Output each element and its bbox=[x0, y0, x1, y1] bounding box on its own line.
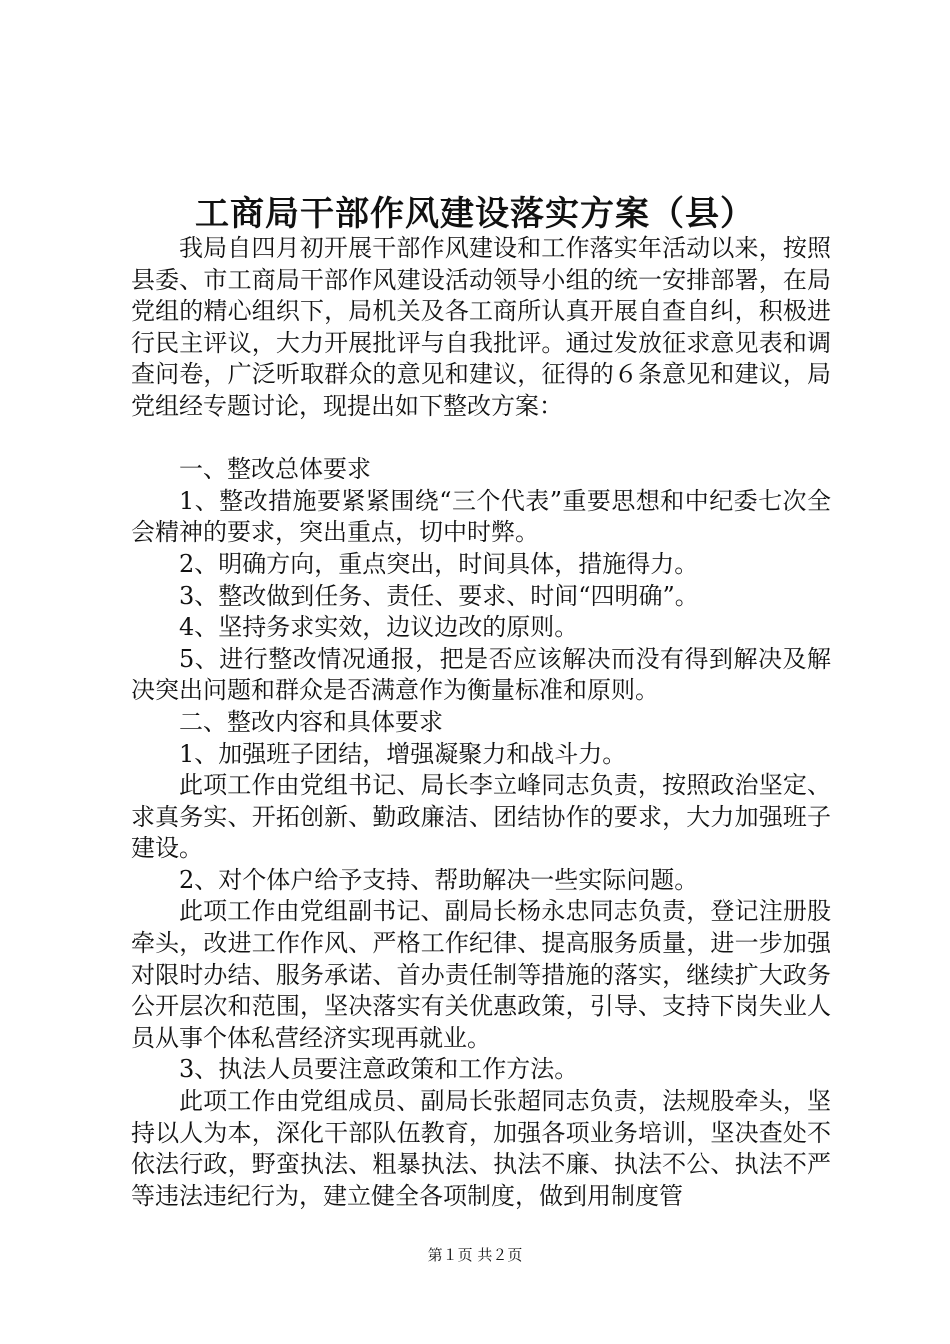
content-item-2-body: 此项工作由党组副书记、副局长杨永忠同志负责，登记注册股牵头，改进工作作风、严格工作纪律、提高服务质量，进一步加强对限时办结、服务承诺、首办责任制等措施的落实，继续扩大政务公开层次和范围，坚决落实有关优惠政策，引导、支持下岗失业人员从事个体私营经济实现再就业。 bbox=[131, 897, 831, 1052]
requirement-item-3: 3、整改做到任务、责任、要求、时间“四明确”。 bbox=[179, 581, 699, 610]
content-item-1-body: 此项工作由党组书记、局长李立峰同志负责，按照政治坚定、求真务实、开拓创新、勤政廉洁、团结协作的要求，大力加强班子建设。 bbox=[131, 771, 831, 863]
section-heading-1: 一、整改总体要求 bbox=[179, 455, 371, 484]
requirement-item-4: 4、坚持务求实效，边议边改的原则。 bbox=[179, 613, 579, 642]
document-title: 工商局干部作风建设落实方案（县） bbox=[195, 194, 755, 234]
requirement-item-1: 1、整改措施要紧紧围绕“三个代表”重要思想和中纪委七次全会精神的要求，突出重点，切中时弊。 bbox=[131, 486, 831, 547]
page-footer: 第１页 共２页 bbox=[427, 1246, 523, 1264]
content-item-3-body: 此项工作由党组成员、副局长张超同志负责，法规股牵头，坚持以人为本，深化干部队伍教育，加强各项业务培训，坚决查处不依法行政，野蛮执法、粗暴执法、执法不廉、执法不公、执法不严等违法违纪行为，建立健全各项制度，做到用制度管 bbox=[131, 1087, 831, 1210]
requirement-item-5: 5、进行整改情况通报，把是否应该解决而没有得到解决及解决突出问题和群众是否满意作为衡量标准和原则。 bbox=[131, 644, 831, 705]
document-body bbox=[131, 233, 831, 1212]
section-heading-2: 二、整改内容和具体要求 bbox=[179, 707, 443, 736]
content-item-2-title: 2、对个体户给予支持、帮助解决一些实际问题。 bbox=[179, 865, 699, 894]
intro-paragraph: 我局自四月初开展干部作风建设和工作落实年活动以来，按照县委、市工商局干部作风建设活动领导小组的统一安排部署，在局党组的精心组织下，局机关及各工商所认真开展自查自纠，积极进行民主评议，大力开展批评与自我批评。通过发放征求意见表和调查问卷，广泛听取群众的意见和建议，征得的６条意见和建议，局党组经专题讨论，现提出如下整改方案： bbox=[131, 234, 831, 420]
content-item-3-title: 3、执法人员要注意政策和工作方法。 bbox=[179, 1055, 579, 1084]
content-item-1-title: 1、加强班子团结，增强凝聚力和战斗力。 bbox=[179, 739, 627, 768]
requirement-item-2: 2、明确方向，重点突出，时间具体，措施得力。 bbox=[179, 549, 699, 578]
